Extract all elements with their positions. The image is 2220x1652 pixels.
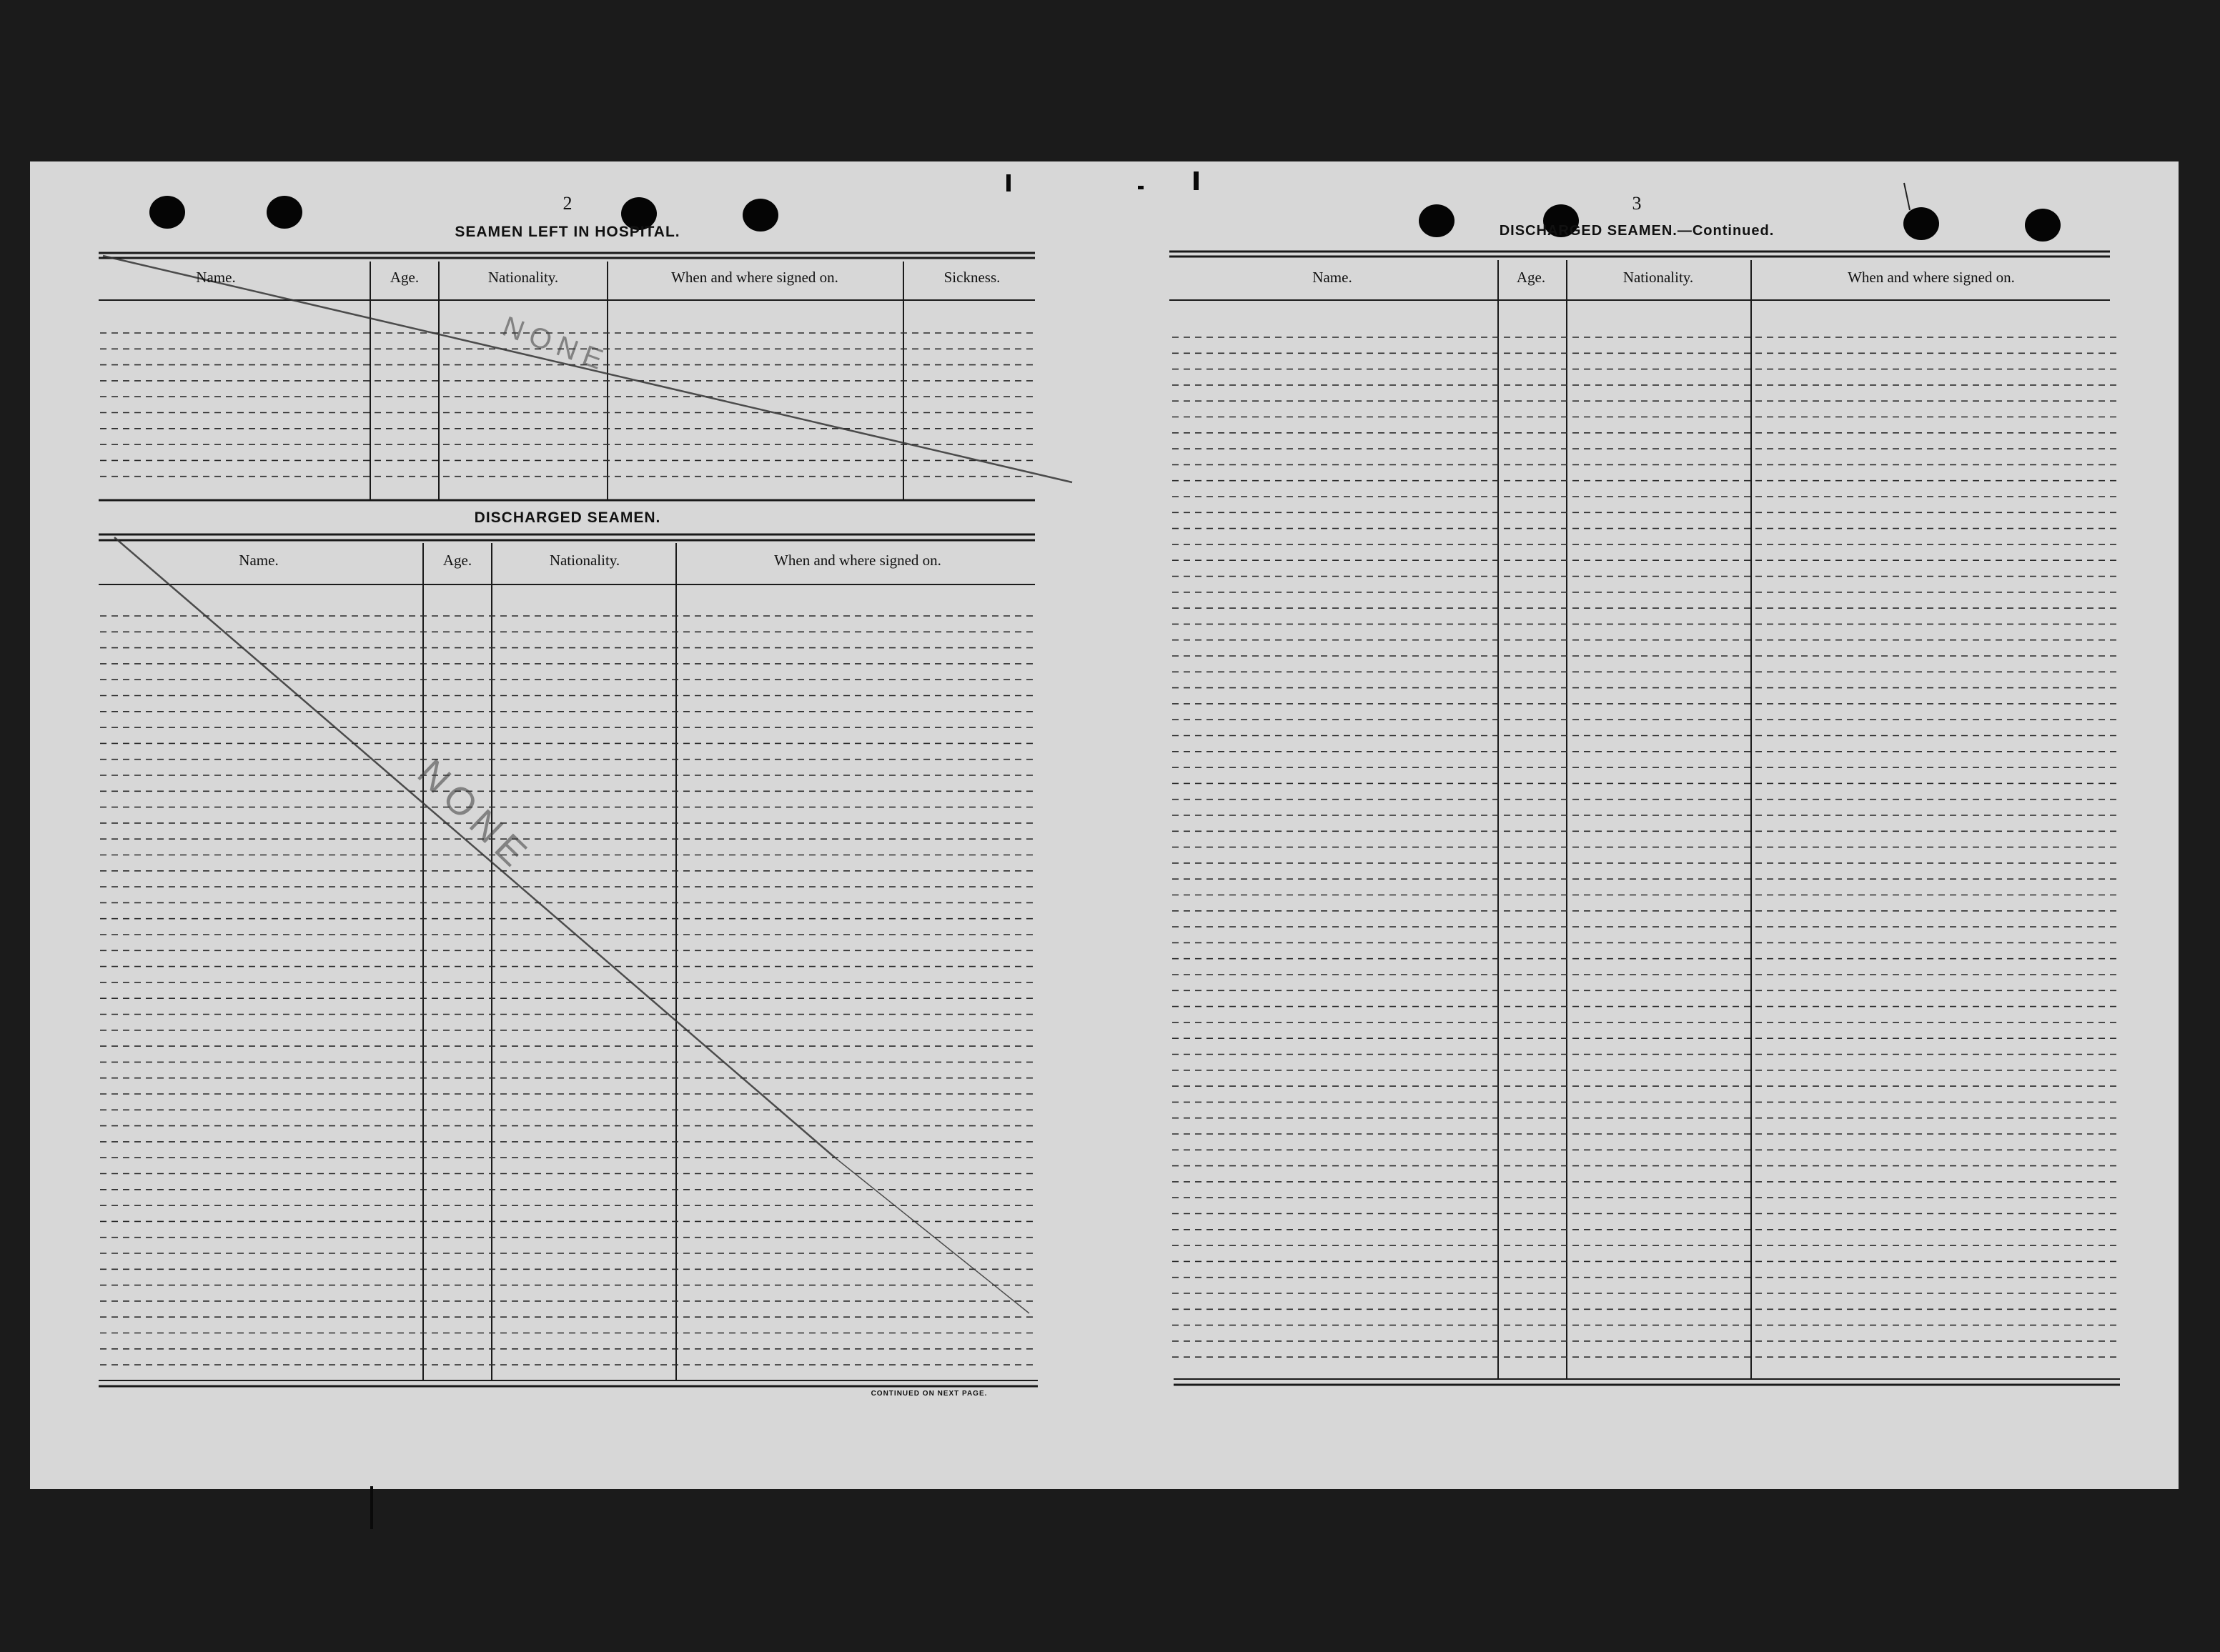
punch-hole [149,196,185,229]
column-header-signed-on: When and where signed on. [774,552,941,569]
punch-hole [743,199,778,232]
column-header-age: Age. [390,269,420,286]
column-header-name: Name. [1312,269,1352,286]
punch-hole [2025,209,2061,242]
section-title-discharged: DISCHARGED SEAMEN. [474,509,661,526]
column-header-age: Age. [442,552,472,569]
page-number-left: 2 [563,193,573,214]
punch-hole [267,196,302,229]
page-number-right: 3 [1632,193,1642,214]
column-header-nationality: Nationality. [487,269,559,286]
column-header-name: Name. [239,552,279,569]
punch-hole [1903,207,1939,240]
continued-footer: CONTINUED ON NEXT PAGE. [871,1390,988,1398]
handwritten-none-discharged: NONE [409,751,540,880]
column-header-sickness: Sickness. [943,269,1001,286]
section-title-discharged-continued: DISCHARGED SEAMEN.—Continued. [1499,223,1775,239]
column-header-name: Name. [196,269,236,286]
cross-out-stroke [114,537,835,1158]
column-header-signed-on: When and where signed on. [1848,269,2015,286]
cross-out-stroke [835,1158,1029,1313]
handwritten-none-hospital: NONE [498,310,614,379]
column-header-age: Age. [1516,269,1546,286]
column-header-nationality: Nationality. [549,552,620,569]
column-header-nationality: Nationality. [1622,269,1694,286]
column-header-signed-on: When and where signed on. [671,269,838,286]
section-title-hospital: SEAMEN LEFT IN HOSPITAL. [455,224,680,240]
punch-hole [1419,204,1455,237]
